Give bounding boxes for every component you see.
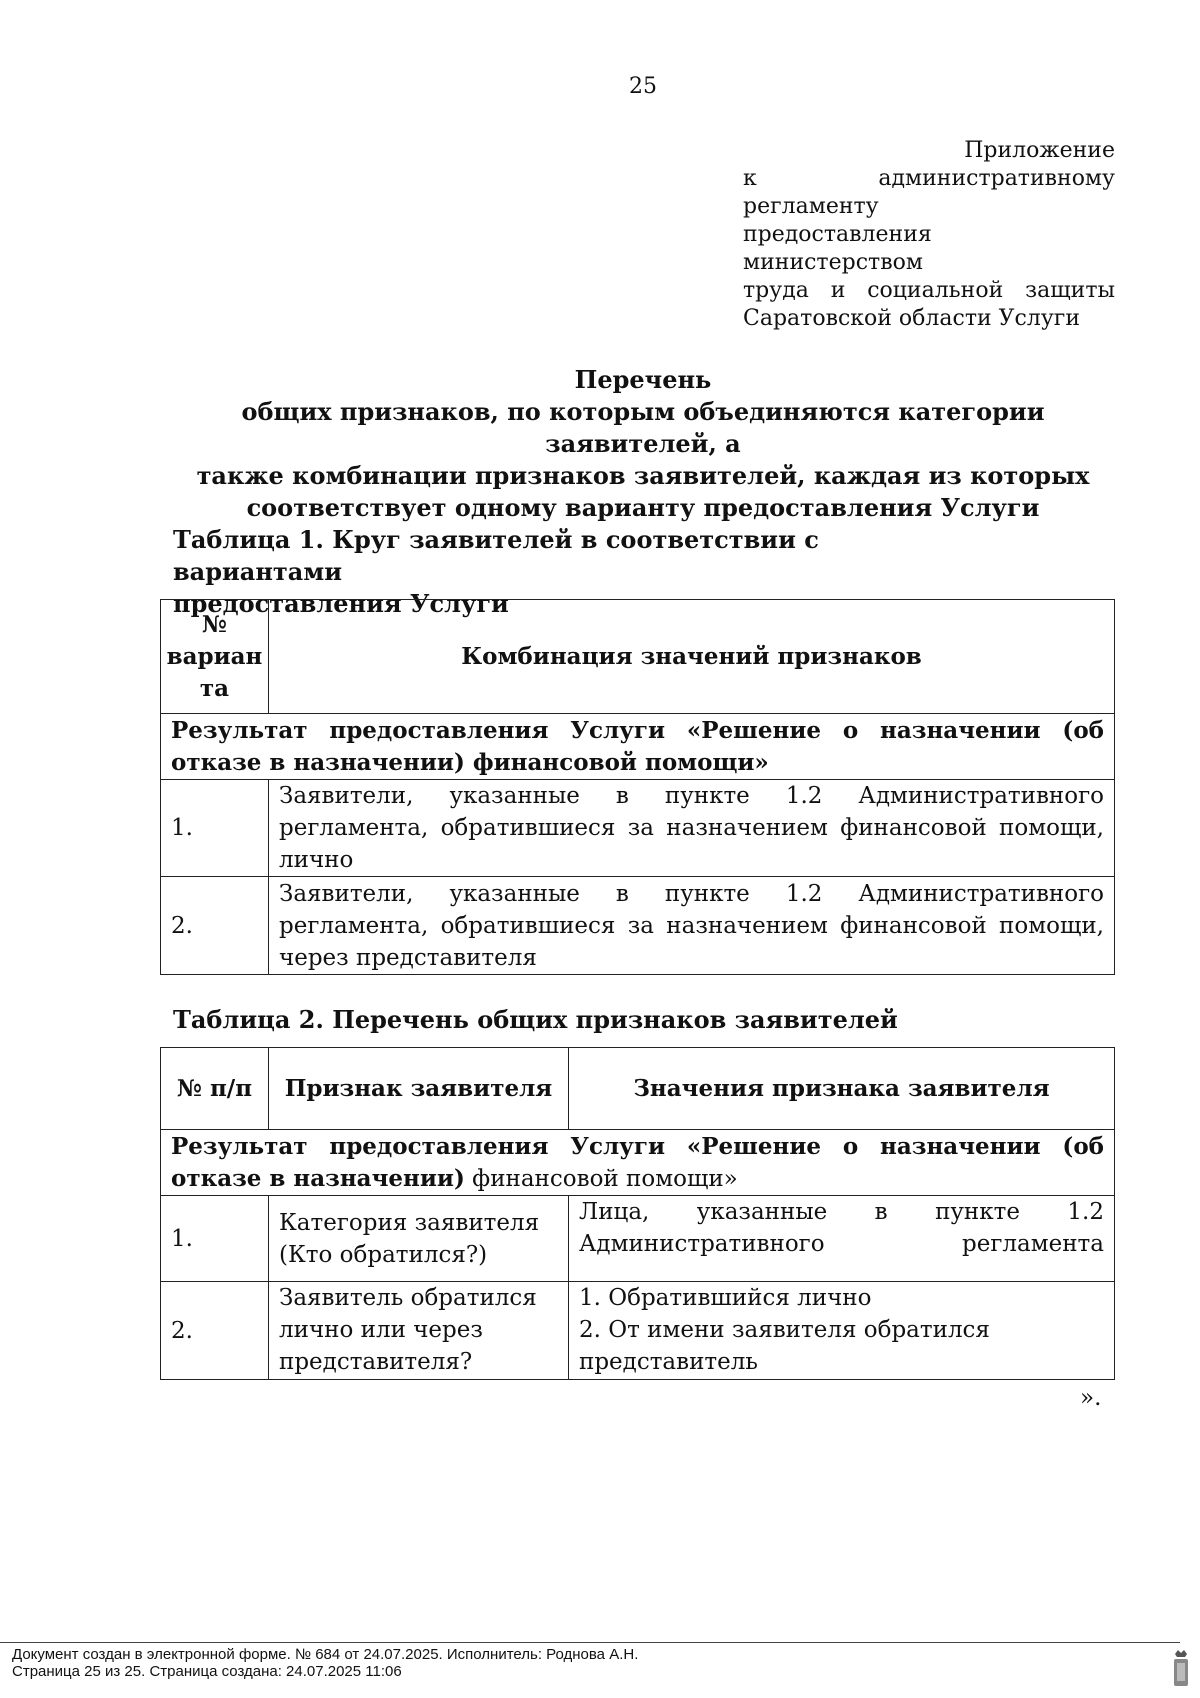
value-line — [579, 1196, 1104, 1260]
title-line: соответствует одному варианту предоставления Услуги — [246, 493, 1040, 522]
table2-header-values: Значения признака заявителя — [569, 1048, 1115, 1130]
table2-header-number: № п/п — [161, 1048, 269, 1130]
table1-row-text: Заявители, указанные в пункте 1.2 Административного регламента, обратившиеся за назначением финансовой помощи, через представителя — [269, 877, 1115, 975]
table2-result-text — [161, 1130, 1115, 1196]
table1-row-number: 1. — [161, 780, 269, 877]
title-line: также комбинации признаков заявителей, каждая из которых — [196, 461, 1090, 490]
table2-row-values — [569, 1282, 1115, 1380]
result-bold-text: Результат предоставления Услуги «Решение о назначении (об отказе в назначении) — [171, 1132, 1104, 1192]
table2-row-sign: Заявитель обратился лично или через представителя? — [269, 1282, 569, 1380]
table1 — [160, 599, 1115, 975]
appendix-title: Приложение — [964, 138, 1115, 163]
table2 — [160, 1047, 1115, 1380]
table2-header-row — [161, 1048, 1115, 1130]
closing-quote: ». — [1080, 1385, 1102, 1411]
title-line: Перечень — [574, 365, 712, 394]
table-row — [161, 780, 1115, 877]
table1-row-text: Заявители, указанные в пункте 1.2 Административного регламента, обратившиеся за назначением финансовой помощи, лично — [269, 780, 1115, 877]
appendix-line: Саратовской области Услуги — [743, 306, 1080, 331]
value-line: 1. Обратившийся лично — [579, 1285, 872, 1311]
footer — [12, 1646, 638, 1680]
document-title — [170, 364, 1116, 524]
table2-row-sign: Категория заявителя (Кто обратился?) — [269, 1196, 569, 1282]
value-line: 2. От имени заявителя обратился представитель — [579, 1317, 990, 1375]
table1-header-combination: Комбинация значений признаков — [269, 600, 1115, 714]
caption-line: предоставления Услуги — [173, 589, 509, 618]
footer-line-1: Документ создан в электронной форме. № 684 от 24.07.2025. Исполнитель: Роднова А.Н. — [12, 1646, 639, 1663]
table2-result-row — [161, 1130, 1115, 1196]
page-number: 25 — [629, 74, 657, 99]
caption-line: Таблица 1. Круг заявителей в соответствии с вариантами — [173, 525, 819, 586]
table1-header-number: № вариан та — [161, 600, 269, 714]
title-line: общих признаков, по которым объединяются категории заявителей, а — [241, 397, 1045, 458]
appendix-line: предоставления министерством — [743, 222, 932, 275]
table2-header-sign: Признак заявителя — [269, 1048, 569, 1130]
table2-row-number: 1. — [161, 1196, 269, 1282]
footer-line-2: Страница 25 из 25. Страница создана: 24.07.2025 11:06 — [12, 1663, 402, 1680]
table1-result-row — [161, 714, 1115, 780]
table2-row-number: 2. — [161, 1282, 269, 1380]
table2-caption: Таблица 2. Перечень общих признаков заявителей — [173, 1005, 898, 1034]
emblem-icon — [1170, 1648, 1192, 1688]
table-row — [161, 877, 1115, 975]
table1-header-row — [161, 600, 1115, 714]
table1-row-number: 2. — [161, 877, 269, 975]
table-row — [161, 1196, 1115, 1282]
table1-result-text: Результат предоставления Услуги «Решение о назначении (об отказе в назначении) финансовой помощи» — [161, 714, 1115, 780]
appendix-line: труда и социальной защиты — [743, 278, 1115, 303]
table2-row-values — [569, 1196, 1115, 1282]
appendix-line: к административному регламенту — [743, 166, 1115, 219]
appendix-body — [743, 165, 1115, 333]
footer-divider — [0, 1642, 1180, 1643]
value-text: Лица, указанные в пункте 1.2 Административного регламента — [579, 1199, 1104, 1257]
result-normal-text: финансовой помощи» — [464, 1165, 738, 1192]
table-row — [161, 1282, 1115, 1380]
